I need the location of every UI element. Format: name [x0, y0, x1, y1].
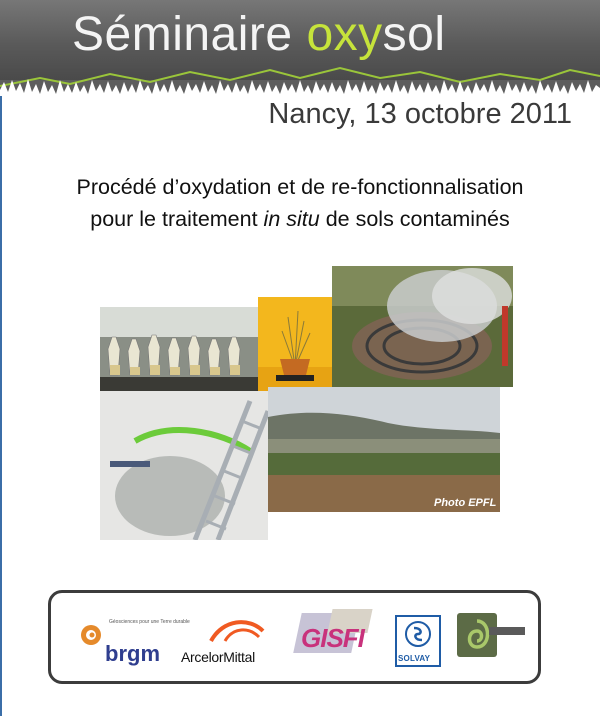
- borehole-ladder-photo: [100, 391, 268, 540]
- arcelor-swoosh-icon: [209, 615, 265, 645]
- solvay-name: SOLVAY: [398, 654, 431, 663]
- valterra-spiral-icon: [457, 613, 527, 659]
- seminar-title: [72, 8, 446, 62]
- event-date: Nancy, 13 octobre 2011: [268, 98, 572, 130]
- left-border: [0, 0, 2, 716]
- photo-credit: Photo EPFL: [434, 497, 497, 509]
- project-subtitle: [0, 171, 600, 235]
- grass-decoration: [0, 58, 600, 96]
- solvay-emblem-icon: [397, 619, 439, 653]
- in-situ-text: in situ: [263, 207, 320, 231]
- subtitle-line-2: pour le traitement in situ de sols contaminés: [90, 207, 510, 231]
- soil-steam-photo: [332, 266, 513, 387]
- arcelormittal-logo: [181, 613, 271, 663]
- title-word: Séminaire: [72, 8, 307, 61]
- arcelormittal-name: ArcelorMittal: [181, 649, 255, 665]
- brgm-swirl-icon: [79, 623, 103, 647]
- title-oxy: oxy: [306, 8, 383, 61]
- landscape-field-photo: [268, 387, 500, 512]
- header-banner: [0, 0, 600, 96]
- brgm-logo: [79, 613, 190, 666]
- title-sol: sol: [382, 8, 446, 61]
- valterra-logo: [457, 613, 527, 659]
- gisfi-logo: [293, 607, 377, 659]
- partner-logos-box: [48, 590, 541, 684]
- solvay-badge: [395, 615, 441, 667]
- gisfi-name: GISFI: [301, 623, 364, 653]
- subtitle-line-1: Procédé d’oxydation et de re-fonctionnalisation: [76, 175, 524, 199]
- brgm-tagline: Géosciences pour une Terre durable: [109, 619, 190, 625]
- potted-plant-photo: [258, 297, 332, 391]
- solvay-logo: [395, 615, 441, 667]
- lab-flasks-photo: [100, 307, 258, 391]
- brgm-name: brgm: [105, 641, 160, 666]
